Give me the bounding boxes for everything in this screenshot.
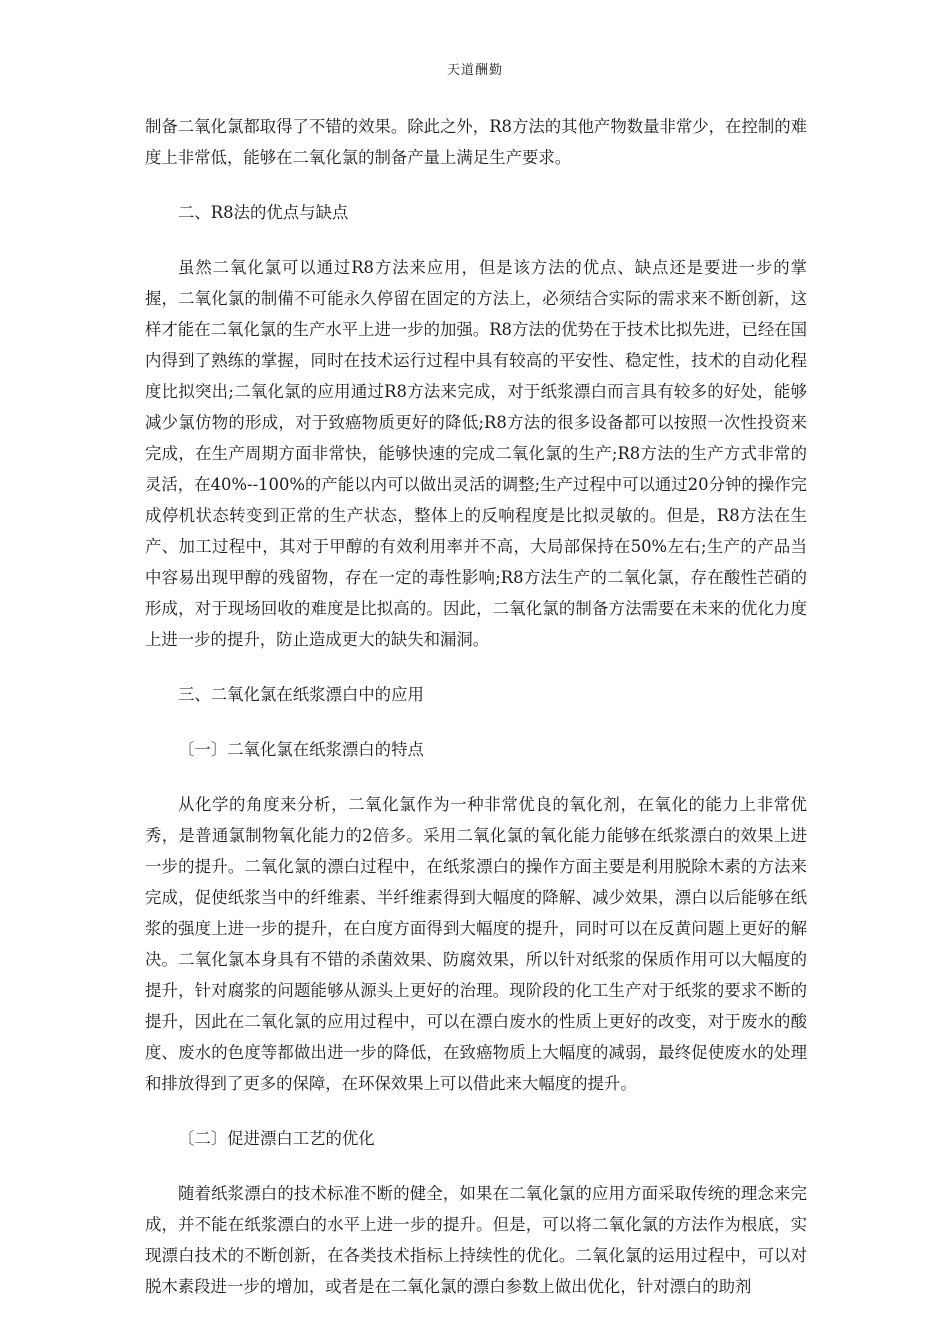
paragraph-process-optimization: 随着纸浆漂白的技术标准不断的健全，如果在二氧化氯的应用方面采取传统的理念来完成，并不能在纸浆漂白的水平上进一步的提升。但是，可以将二氧化氯的方法作为根底，实现漂白技术的不断创新，在各类技术指标上持续性的优化。二氧化氯的运用过程中，可以对脱木素段进一步的增加，或者是在二氧化氯的漂白参数上做出优化，针对漂白的助剂	[145, 1184, 807, 1296]
subsection-heading-1: 〔一〕二氧化氯在纸浆漂白的特点	[178, 740, 424, 759]
section-heading-2: 二、R8法的优点与缺点	[178, 203, 349, 222]
page-header: 天道酬勤	[446, 63, 503, 78]
paragraph-r8-pros-cons: 虽然二氧化氯可以通过R8方法来应用，但是该方法的优点、缺点还是要进一步的掌握，二氧化氯的制備不可能永久停留在固定的方法上，必须结合实际的需求来不断创新，这样才能在二氧化氯的生产水平上进一步的加强。R8方法的优势在于技术比拟先进，已经在国内得到了熟练的掌握，同时在技术运行过程中具有较高的平安性、稳定性，技术的自动化程度比拟突出;二氧化氯的应用通过R8方法来完成，对于纸浆漂白而言具有较多的好处，能够减少氯仿物的形成，对于致癌物质更好的降低;R8方法的很多设备都可以按照一次性投资来完成，在生产周期方面非常快，能够快速的完成二氧化氯的生产;R8方法的生产方式非常的灵活，在40%--100%的产能以内可以做出灵活的调整;生产过程中可以通过20分钟的操作完成停机状态转变到正常的生产状态，整体上的反响程度是比拟灵敏的。但是，R8方法在生产、加工过程中，其对于甲醇的有效利用率并不高，大局部保持在50%左右;生产的产品当中容易出现甲醇的残留物，存在一定的毒性影响;R8方法生产的二氧化氯，存在酸性芒硝的形成，对于现场回收的难度是比拟高的。因此，二氧化氯的制备方法需要在未来的优化力度上进一步的提升，防止造成更大的缺失和漏洞。	[145, 258, 808, 649]
section-heading-3: 三、二氧化氯在纸浆漂白中的应用	[178, 685, 424, 704]
subsection-heading-2: 〔二〕促进漂白工艺的优化	[178, 1129, 375, 1148]
paragraph-continuation: 制备二氧化氯都取得了不错的效果。除此之外，R8方法的其他产物数量非常少，在控制的难度上非常低，能够在二氧化氯的制备产量上满足生产要求。	[145, 117, 808, 167]
paragraph-bleaching-features: 从化学的角度来分析，二氧化氯作为一种非常优良的氧化剂，在氧化的能力上非常优秀，是普通氯制物氧化能力的2倍多。采用二氧化氯的氧化能力能够在纸浆漂白的效果上进一步的提升。二氧化氯的漂白过程中，在纸浆漂白的操作方面主要是利用脱除木素的方法来完成，促使纸浆当中的纤维素、半纤维素得到大幅度的降解、减少效果，漂白以后能够在纸浆的强度上进一步的提升，在白度方面得到大幅度的提升，同时可以在反黄问题上更好的解决。二氧化氯本身具有不错的杀菌效果、防腐效果，所以针对纸浆的保质作用可以大幅度的提升，针对腐浆的问题能够从源头上更好的治理。现阶段的化工生产对于纸浆的要求不断的提升，因此在二氧化氯的应用过程中，可以在漂白废水的性质上更好的改变，对于废水的酸度、废水的色度等都做出进一步的降低，在致癌物质上大幅度的减弱，最终促使废水的处理和排放得到了更多的保障，在环保效果上可以借此来大幅度的提升。	[145, 795, 807, 1093]
document-body	[145, 111, 807, 1302]
